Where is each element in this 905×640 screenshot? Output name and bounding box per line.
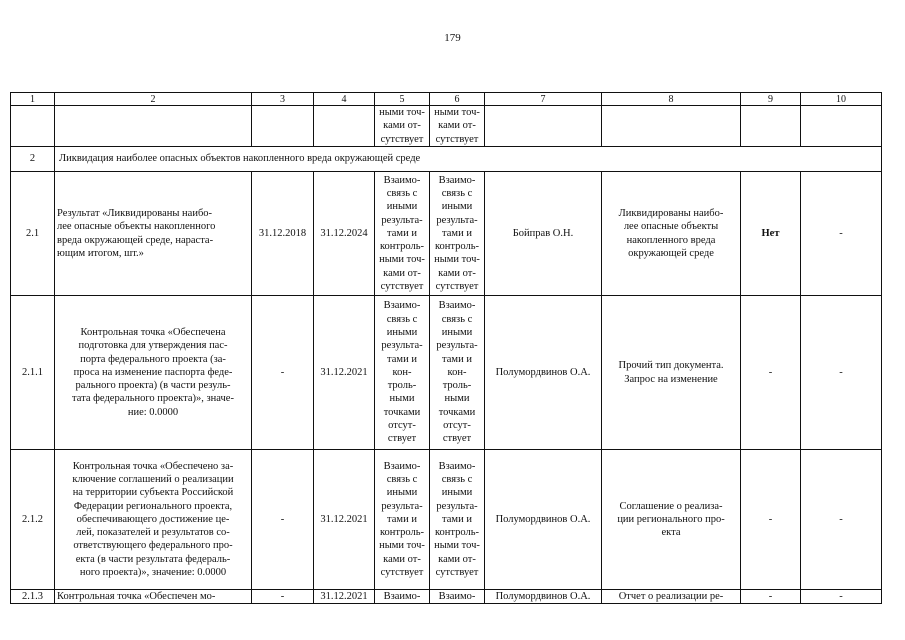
table-row xyxy=(11,172,882,296)
empty-cell xyxy=(314,106,375,147)
empty-cell xyxy=(602,106,741,147)
section-title: Ликвидация наиболее опасных объектов накопленного вреда окружающей среде xyxy=(55,147,882,172)
col-header: 4 xyxy=(314,93,375,106)
row-name: Контрольная точка «Обеспечена подготовка для утверждения пас- порта федерального проекта (за- проса на изменение паспорта феде- рального проекта) (в части резуль- тата федерального проекта)», значе- ние: 0.0000 xyxy=(55,296,252,450)
column-number-row xyxy=(11,93,882,106)
col-header: 7 xyxy=(485,93,602,106)
empty-cell xyxy=(801,106,882,147)
relation-cell: Взаимо- связь с иными результа- тами и контроль- ными точ- ками от- сутствует xyxy=(430,450,485,590)
col9-value: - xyxy=(741,296,801,450)
col10-value: - xyxy=(801,450,882,590)
start-date: - xyxy=(252,450,314,590)
project-plan-table xyxy=(10,92,882,604)
col-header: 2 xyxy=(55,93,252,106)
col-header: 9 xyxy=(741,93,801,106)
col-header: 1 xyxy=(11,93,55,106)
col9-value: - xyxy=(741,590,801,604)
col9-value: - xyxy=(741,450,801,590)
row-name: Контрольная точка «Обеспечено за- ключение соглашений о реализации на территории субъекта Российской Федерации регионального проекта, обеспечивающего достижение це- лей, показателей и результатов со- ответствующего федерального про- екта (в части результата федераль- ного проекта)», значение: 0.0000 xyxy=(55,450,252,590)
relation-cell: Взаимо- связь с иными результа- тами и кон- троль- ными точками отсут- ствует xyxy=(375,296,430,450)
table-row xyxy=(11,296,882,450)
row-name: Контрольная точка «Обеспечен мо- xyxy=(55,590,252,604)
carry-over-row xyxy=(11,106,882,147)
page-number: 179 xyxy=(444,32,461,44)
document-type: Прочий тип документа. Запрос на изменение xyxy=(602,296,741,450)
start-date: 31.12.2018 xyxy=(252,172,314,296)
col-header: 8 xyxy=(602,93,741,106)
row-number: 2.1.2 xyxy=(11,450,55,590)
col10-value: - xyxy=(801,590,882,604)
section-number: 2 xyxy=(11,147,55,172)
responsible-person: Полумордвинов О.А. xyxy=(485,296,602,450)
start-date: - xyxy=(252,296,314,450)
relation-cell: ными точ- ками от- сутствует xyxy=(375,106,430,147)
start-date: - xyxy=(252,590,314,604)
col10-value: - xyxy=(801,296,882,450)
end-date: 31.12.2021 xyxy=(314,296,375,450)
col-header: 6 xyxy=(430,93,485,106)
document-type: Отчет о реализации ре- xyxy=(602,590,741,604)
responsible-person: Бойправ О.Н. xyxy=(485,172,602,296)
empty-cell xyxy=(485,106,602,147)
relation-cell: ными точ- ками от- сутствует xyxy=(430,106,485,147)
section-row xyxy=(11,147,882,172)
row-number: 2.1 xyxy=(11,172,55,296)
responsible-person: Полумордвинов О.А. xyxy=(485,590,602,604)
row-name: Результат «Ликвидированы наибо- лее опасные объекты накопленного вреда окружающей среде, нараста- ющим итогом, шт.» xyxy=(55,172,252,296)
relation-cell: Взаимо- связь с иными результа- тами и контроль- ными точ- ками от- сутствует xyxy=(430,172,485,296)
col9-value: Нет xyxy=(741,172,801,296)
relation-cell: Взаимо- связь с иными результа- тами и контроль- ными точ- ками от- сутствует xyxy=(375,172,430,296)
relation-cell: Взаимо- связь с иными результа- тами и контроль- ными точ- ками от- сутствует xyxy=(375,450,430,590)
end-date: 31.12.2021 xyxy=(314,450,375,590)
responsible-person: Полумордвинов О.А. xyxy=(485,450,602,590)
empty-cell xyxy=(741,106,801,147)
table-row xyxy=(11,450,882,590)
relation-cell: Взаимо- xyxy=(375,590,430,604)
empty-cell xyxy=(252,106,314,147)
col-header: 3 xyxy=(252,93,314,106)
col-header: 5 xyxy=(375,93,430,106)
row-number: 2.1.1 xyxy=(11,296,55,450)
col-header: 10 xyxy=(801,93,882,106)
document-type: Соглашение о реализа- ции регионального про- екта xyxy=(602,450,741,590)
col10-value: - xyxy=(801,172,882,296)
relation-cell: Взаимо- связь с иными результа- тами и кон- троль- ными точками отсут- ствует xyxy=(430,296,485,450)
end-date: 31.12.2024 xyxy=(314,172,375,296)
table-row xyxy=(11,590,882,604)
relation-cell: Взаимо- xyxy=(430,590,485,604)
end-date: 31.12.2021 xyxy=(314,590,375,604)
empty-cell xyxy=(55,106,252,147)
row-number: 2.1.3 xyxy=(11,590,55,604)
document-type: Ликвидированы наибо- лее опасные объекты накопленного вреда окружающей среде xyxy=(602,172,741,296)
empty-cell xyxy=(11,106,55,147)
